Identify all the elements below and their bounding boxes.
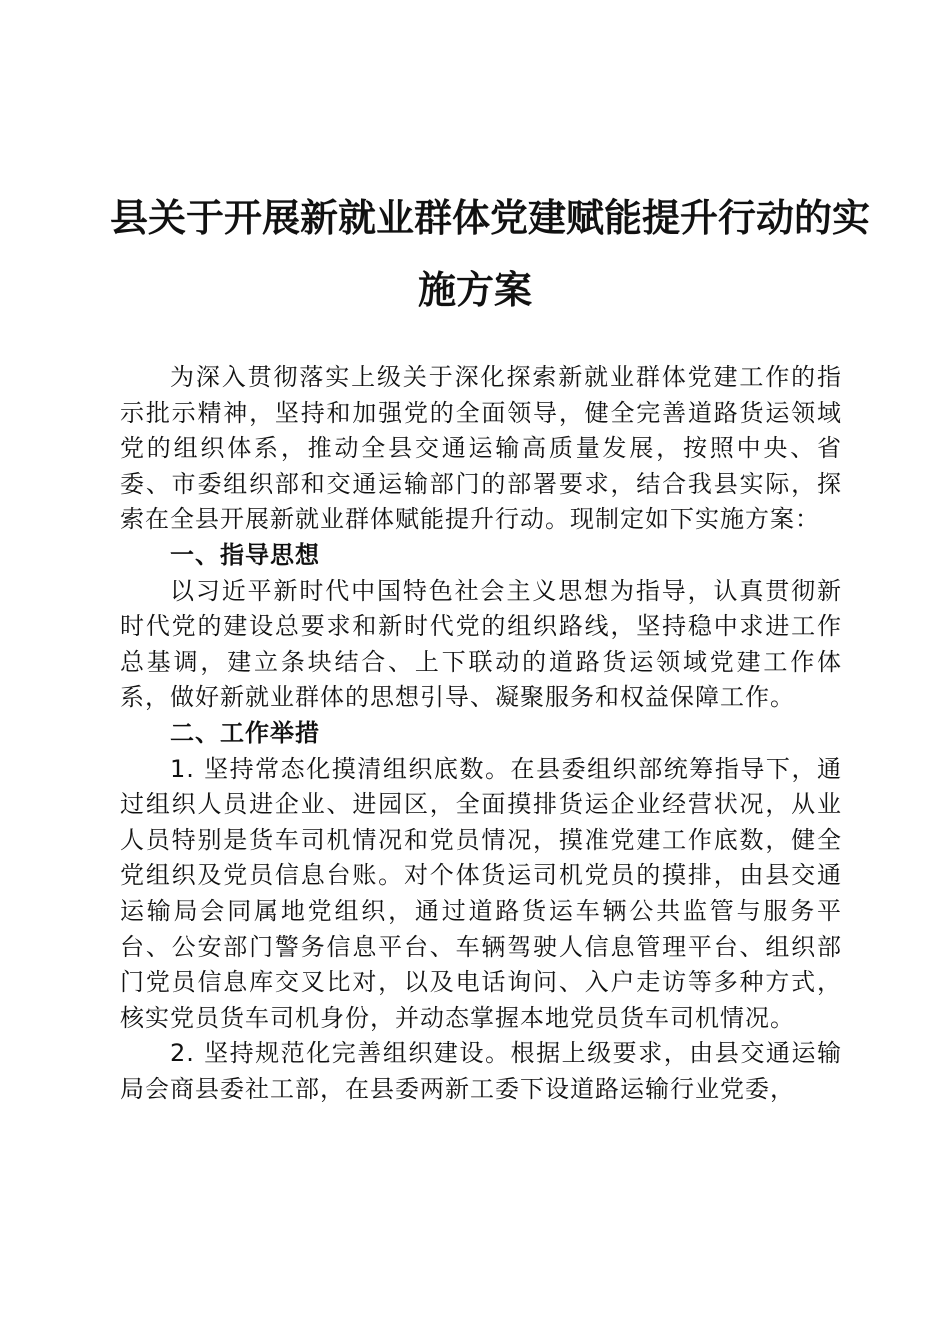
intro-paragraph: 为深入贯彻落实上级关于深化探索新就业群体党建工作的指示批示精神，坚持和加强党的全面领导，健全完善道路货运领域党的组织体系，推动全县交通运输高质量发展，按照中央、省委、市委组织部和交通运输部门的部署要求，结合我县实际，探索在全县开展新就业群体赋能提升行动。现制定如下实施方案：: [120, 363, 842, 534]
measure-paragraph-1: [120, 752, 842, 1037]
document-body: [120, 360, 842, 1107]
section-heading-work-measures: 二、工作举措: [170, 718, 320, 747]
measure-1-body: 在县委组织部统筹指导下，通过组织人员进企业、进园区，全面摸排货运企业经营状况，从业人员特别是货车司机情况和党员情况，摸准党建工作底数，健全党组织及党员信息台账。对个体货运司机党员的摸排，由县交通运输局会同属地党组织，通过道路货运车辆公共监管与服务平台、公安部门警务信息平台、车辆驾驶人信息管理平台、组织部门党员信息库交叉比对，以及电话询问、入户走访等多种方式，核实党员货车司机身份，并动态掌握本地党员货车司机情况。: [120, 754, 842, 1032]
measure-paragraph-2: [120, 1036, 842, 1107]
measure-2-body: 根据上级要求，由县交通运输局会商县委社工部，在县委两新工委下设道路运输行业党委，: [120, 1039, 842, 1103]
document-title-line-2: 施方案: [417, 267, 532, 312]
document-title-line-1: 县关于开展新就业群体党建赋能提升行动的实: [110, 195, 871, 240]
measure-2-lead: 2. 坚持规范化完善组织建设。: [170, 1039, 511, 1068]
section-paragraph-guiding-ideology: 以习近平新时代中国特色社会主义思想为指导，认真贯彻新时代党的建设总要求和新时代党的组织路线，坚持稳中求进工作总基调，建立条块结合、上下联动的道路货运领域党建工作体系，做好新就业群体的思想引导、凝聚服务和权益保障工作。: [120, 576, 842, 712]
section-heading-guiding-ideology: 一、指导思想: [170, 540, 320, 569]
measure-1-lead: 1. 坚持常态化摸清组织底数。: [170, 754, 511, 783]
